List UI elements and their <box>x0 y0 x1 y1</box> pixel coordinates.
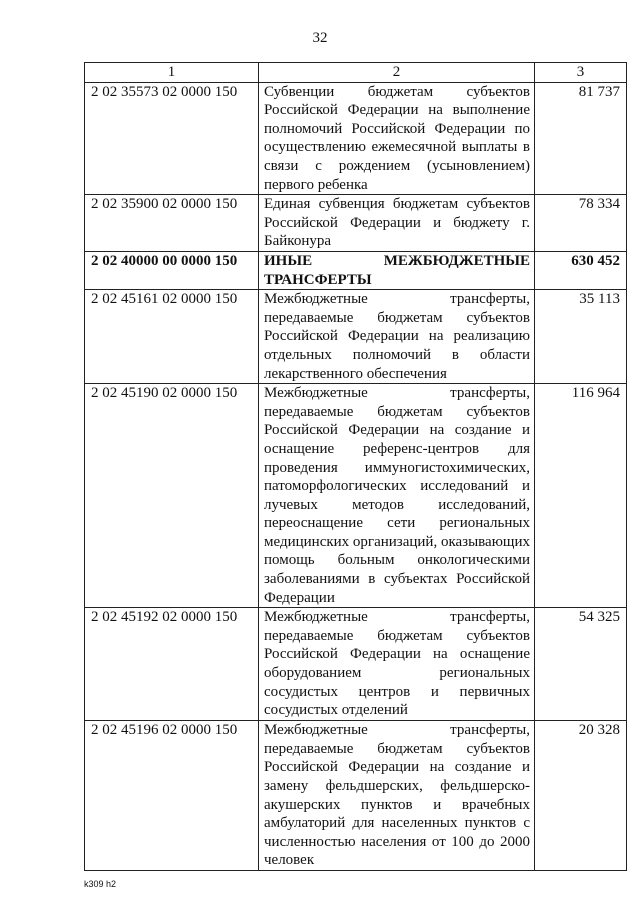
row-description: Субвенции бюджетам субъектов Российской Федерации на выполнение полномочий Российской Федерации по осуществлению ежемесячной выплаты в связи с рождением (усыновлением) первого ребенка <box>259 82 535 195</box>
row-amount: 20 328 <box>535 721 627 871</box>
budget-code: 2 02 45190 02 0000 150 <box>85 384 259 608</box>
row-description: Межбюджетные трансферты, передаваемые бюджетам субъектов Российской Федерации на оснащение оборудованием региональных сосудистых центров и первичных сосудистых отделений <box>259 608 535 721</box>
table-row <box>85 195 627 252</box>
column-header-code: 1 <box>85 63 259 83</box>
document-footer-code: k309 h2 <box>84 879 117 889</box>
row-amount: 35 113 <box>535 290 627 384</box>
budget-code: 2 02 45192 02 0000 150 <box>85 608 259 721</box>
table-row-section-total <box>85 251 627 289</box>
budget-code: 2 02 35900 02 0000 150 <box>85 195 259 252</box>
table-row <box>85 290 627 384</box>
row-description: Межбюджетные трансферты, передаваемые бюджетам субъектов Российской Федерации на реализацию отдельных полномочий в области лекарственного обеспечения <box>259 290 535 384</box>
table-row <box>85 721 627 871</box>
budget-table <box>84 62 627 871</box>
row-description: Межбюджетные трансферты, передаваемые бюджетам субъектов Российской Федерации на создание и оснащение референс-центров для проведения иммуногистохимических, патоморфологических исследований и лучевых методов исследований, переоснащение сети региональных медицинских организаций, оказывающих помощь больным онкологическими заболеваниями в субъектах Российской Федерации <box>259 384 535 608</box>
column-header-description: 2 <box>259 63 535 83</box>
table-row <box>85 82 627 195</box>
budget-code: 2 02 35573 02 0000 150 <box>85 82 259 195</box>
budget-code: 2 02 45161 02 0000 150 <box>85 290 259 384</box>
row-description: Единая субвенция бюджетам субъектов Российской Федерации и бюджету г. Байконура <box>259 195 535 252</box>
table-row <box>85 608 627 721</box>
row-amount: 78 334 <box>535 195 627 252</box>
row-amount: 630 452 <box>535 251 627 289</box>
row-amount: 54 325 <box>535 608 627 721</box>
table-row <box>85 384 627 608</box>
row-amount: 116 964 <box>535 384 627 608</box>
row-description: Межбюджетные трансферты, передаваемые бюджетам субъектов Российской Федерации на создание и замену фельдшерских, фельдшерско-акушерских пунктов и врачебных амбулаторий для населенных пунктов с численностью населения от 100 до 2000 человек <box>259 721 535 871</box>
budget-code: 2 02 45196 02 0000 150 <box>85 721 259 871</box>
budget-code: 2 02 40000 00 0000 150 <box>85 251 259 289</box>
column-header-amount: 3 <box>535 63 627 83</box>
row-description: ИНЫЕ МЕЖБЮДЖЕТНЫЕ ТРАНСФЕРТЫ <box>259 251 535 289</box>
table-header-row <box>85 63 627 83</box>
page-number: 32 <box>312 30 328 46</box>
row-amount: 81 737 <box>535 82 627 195</box>
